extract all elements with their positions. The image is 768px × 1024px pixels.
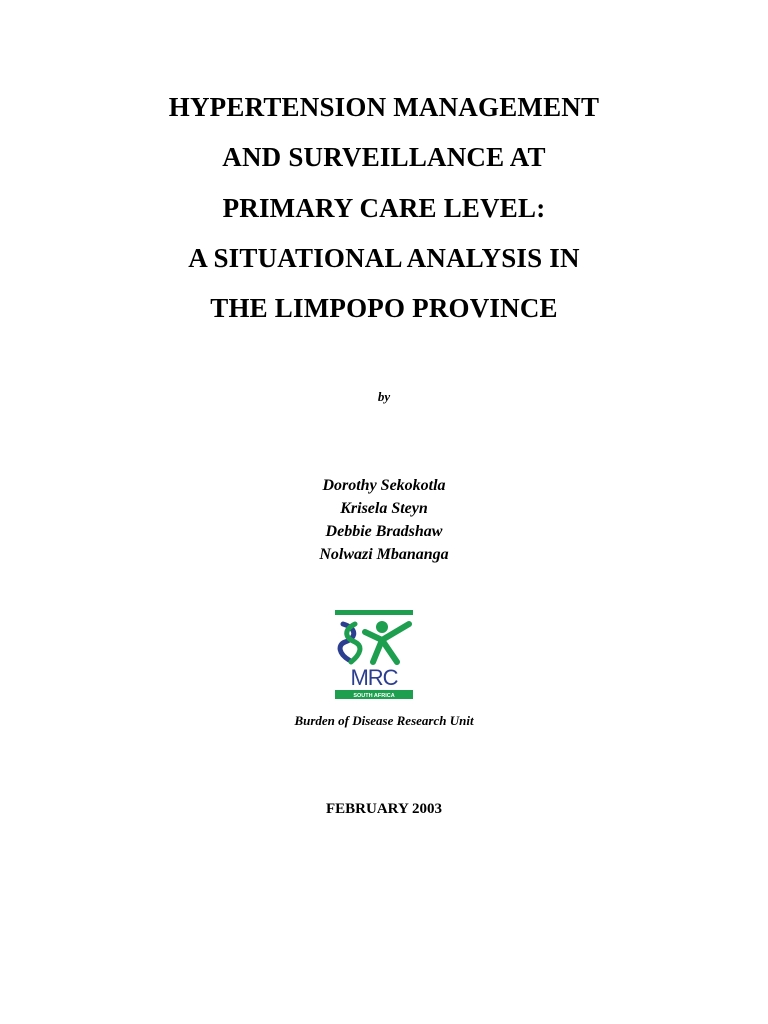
author-name: Debbie Bradshaw xyxy=(325,523,443,540)
title-line-4: A SITUATIONAL ANALYSIS IN xyxy=(188,243,580,273)
author-name: Krisela Steyn xyxy=(340,500,428,517)
logo-top-bar xyxy=(335,610,413,615)
research-unit: Burden of Disease Research Unit xyxy=(294,713,474,728)
title-line-1: HYPERTENSION MANAGEMENT xyxy=(168,92,600,122)
title-line-2: AND SURVEILLANCE AT xyxy=(222,142,546,172)
title-line-3: PRIMARY CARE LEVEL: xyxy=(222,193,546,223)
by-label: by xyxy=(377,389,391,404)
logo-text: MRC xyxy=(350,665,398,690)
author-name: Dorothy Sekokotla xyxy=(322,477,446,494)
author-list xyxy=(0,474,768,566)
title-line-5: THE LIMPOPO PROVINCE xyxy=(210,293,558,323)
logo-emblem xyxy=(340,621,409,662)
publication-date: FEBRUARY 2003 xyxy=(325,801,442,817)
author-name: Nolwazi Mbananga xyxy=(319,546,449,563)
mrc-logo xyxy=(335,610,413,700)
logo-subtext: SOUTH AFRICA xyxy=(353,693,395,699)
